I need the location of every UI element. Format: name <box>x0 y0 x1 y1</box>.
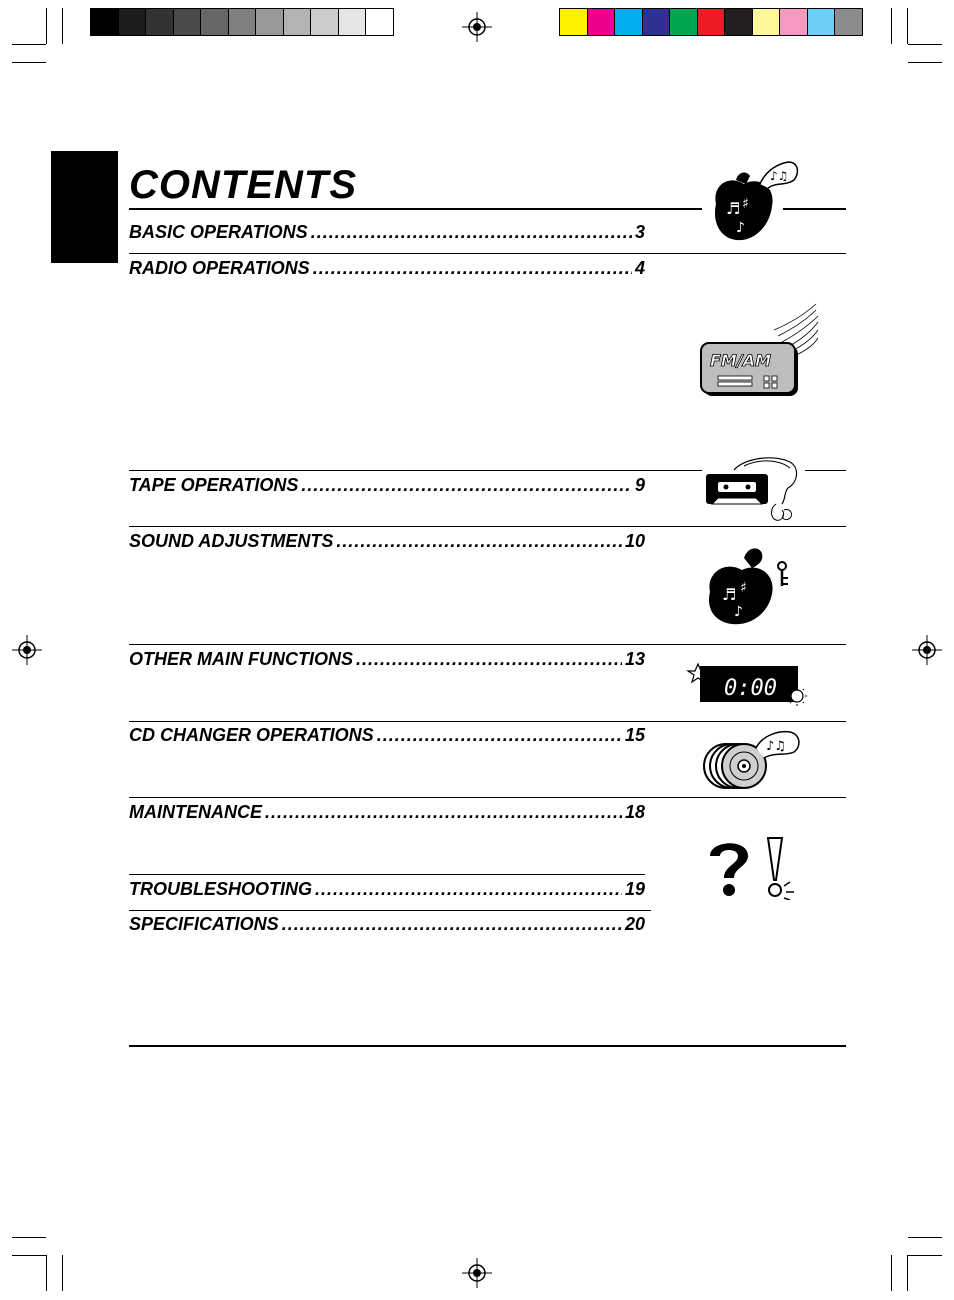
toc-page-number: 19 <box>624 879 645 899</box>
toc-entry-troubleshooting[interactable] <box>129 878 645 900</box>
crop-mark <box>907 1255 908 1291</box>
toc-label: SOUND ADJUSTMENTS <box>129 531 334 551</box>
crop-mark <box>908 1237 942 1238</box>
toc-leader <box>282 914 622 935</box>
toc-label: OTHER MAIN FUNCTIONS <box>129 649 353 669</box>
toc-page-number: 9 <box>634 475 645 495</box>
grayscale-swatch <box>146 9 174 35</box>
registration-target-icon <box>912 635 942 665</box>
color-bar <box>559 8 863 36</box>
divider <box>129 1045 846 1047</box>
divider <box>129 470 702 471</box>
color-swatch <box>615 9 643 35</box>
divider <box>805 470 846 471</box>
svg-text:♯: ♯ <box>742 196 749 212</box>
music-bag-icon <box>706 156 802 246</box>
grayscale-swatch <box>174 9 202 35</box>
svg-text:♪♫: ♪♫ <box>770 169 789 183</box>
toc-leader <box>336 531 622 552</box>
crop-mark <box>908 1255 942 1256</box>
registration-target-icon <box>462 1258 492 1288</box>
divider <box>129 644 846 645</box>
divider <box>129 253 846 254</box>
divider <box>129 797 846 798</box>
toc-entry-maintenance[interactable] <box>129 801 645 823</box>
crop-mark <box>908 62 942 63</box>
color-swatch <box>643 9 671 35</box>
crop-mark <box>891 1255 892 1291</box>
svg-text:♪: ♪ <box>734 604 743 620</box>
grayscale-swatch <box>256 9 284 35</box>
toc-page-number: 4 <box>634 258 645 278</box>
crop-mark <box>46 8 47 44</box>
toc-leader <box>265 802 622 823</box>
crop-mark <box>62 8 63 44</box>
toc-page-number: 15 <box>624 725 645 745</box>
crop-mark <box>12 1255 46 1256</box>
grayscale-swatch <box>201 9 229 35</box>
crop-mark <box>62 1255 63 1291</box>
color-swatch <box>808 9 836 35</box>
toc-leader <box>313 258 632 279</box>
cd-changer-icon <box>700 728 804 792</box>
toc-entry-tape-operations[interactable] <box>129 474 645 496</box>
grayscale-swatch <box>311 9 339 35</box>
svg-text:♬: ♬ <box>726 199 741 218</box>
color-swatch <box>835 9 862 35</box>
color-swatch <box>588 9 616 35</box>
color-swatch <box>725 9 753 35</box>
divider <box>129 721 846 722</box>
grayscale-swatch <box>91 9 119 35</box>
toc-label: CD CHANGER OPERATIONS <box>129 725 374 745</box>
toc-entry-radio-operations[interactable] <box>129 257 645 279</box>
toc-label: TROUBLESHOOTING <box>129 879 312 899</box>
svg-text:♬: ♬ <box>722 585 737 604</box>
divider <box>129 526 846 527</box>
grayscale-swatch <box>229 9 257 35</box>
sound-bag-icon <box>702 544 798 628</box>
svg-text:♪♫: ♪♫ <box>766 739 786 754</box>
grayscale-swatch <box>119 9 147 35</box>
toc-leader <box>311 222 632 243</box>
toc-leader <box>377 725 622 746</box>
page-title: CONTENTS <box>129 163 357 207</box>
toc-page-number: 20 <box>624 914 645 934</box>
toc-entry-sound-adjustments[interactable] <box>129 530 645 552</box>
toc-page-number: 13 <box>624 649 645 669</box>
fmam-label: FM/AM <box>710 351 771 370</box>
divider <box>129 874 645 875</box>
clock-label: 0:00 <box>724 676 777 701</box>
divider <box>129 910 651 911</box>
radio-icon <box>698 300 822 400</box>
crop-mark <box>12 44 46 45</box>
divider <box>129 208 702 210</box>
toc-leader <box>315 879 622 900</box>
toc-page-number: 18 <box>624 802 645 822</box>
grayscale-swatch <box>366 9 393 35</box>
toc-page-number: 10 <box>624 531 645 551</box>
color-swatch <box>670 9 698 35</box>
toc-leader <box>356 649 622 670</box>
toc-label: TAPE OPERATIONS <box>129 475 299 495</box>
side-tab <box>51 151 118 263</box>
toc-label: SPECIFICATIONS <box>129 914 279 934</box>
svg-text:♯: ♯ <box>740 580 747 596</box>
grayscale-swatch <box>339 9 367 35</box>
toc-label: MAINTENANCE <box>129 802 262 822</box>
color-swatch <box>560 9 588 35</box>
color-swatch <box>753 9 781 35</box>
cassette-icon <box>704 452 804 524</box>
color-swatch <box>780 9 808 35</box>
crop-mark <box>12 62 46 63</box>
toc-label: BASIC OPERATIONS <box>129 222 308 242</box>
toc-leader <box>301 475 632 496</box>
toc-entry-other-main-functions[interactable] <box>129 648 645 670</box>
crop-mark <box>907 8 908 44</box>
crop-mark <box>891 8 892 44</box>
crop-mark <box>12 1237 46 1238</box>
svg-text:♪: ♪ <box>736 220 745 236</box>
color-swatch <box>698 9 726 35</box>
toc-entry-cd-changer-operations[interactable] <box>129 724 645 746</box>
toc-label: RADIO OPERATIONS <box>129 258 310 278</box>
clock-display-icon <box>686 660 810 710</box>
toc-page-number: 3 <box>634 222 645 242</box>
crop-mark <box>908 44 942 45</box>
crop-mark <box>46 1255 47 1291</box>
toc-entry-specifications[interactable] <box>129 913 645 935</box>
toc-entry-basic-operations[interactable] <box>129 221 645 243</box>
grayscale-swatch <box>284 9 312 35</box>
registration-target-icon <box>462 12 492 42</box>
registration-target-icon <box>12 635 42 665</box>
grayscale-bar <box>90 8 394 36</box>
question-exclamation-icon <box>704 834 800 900</box>
